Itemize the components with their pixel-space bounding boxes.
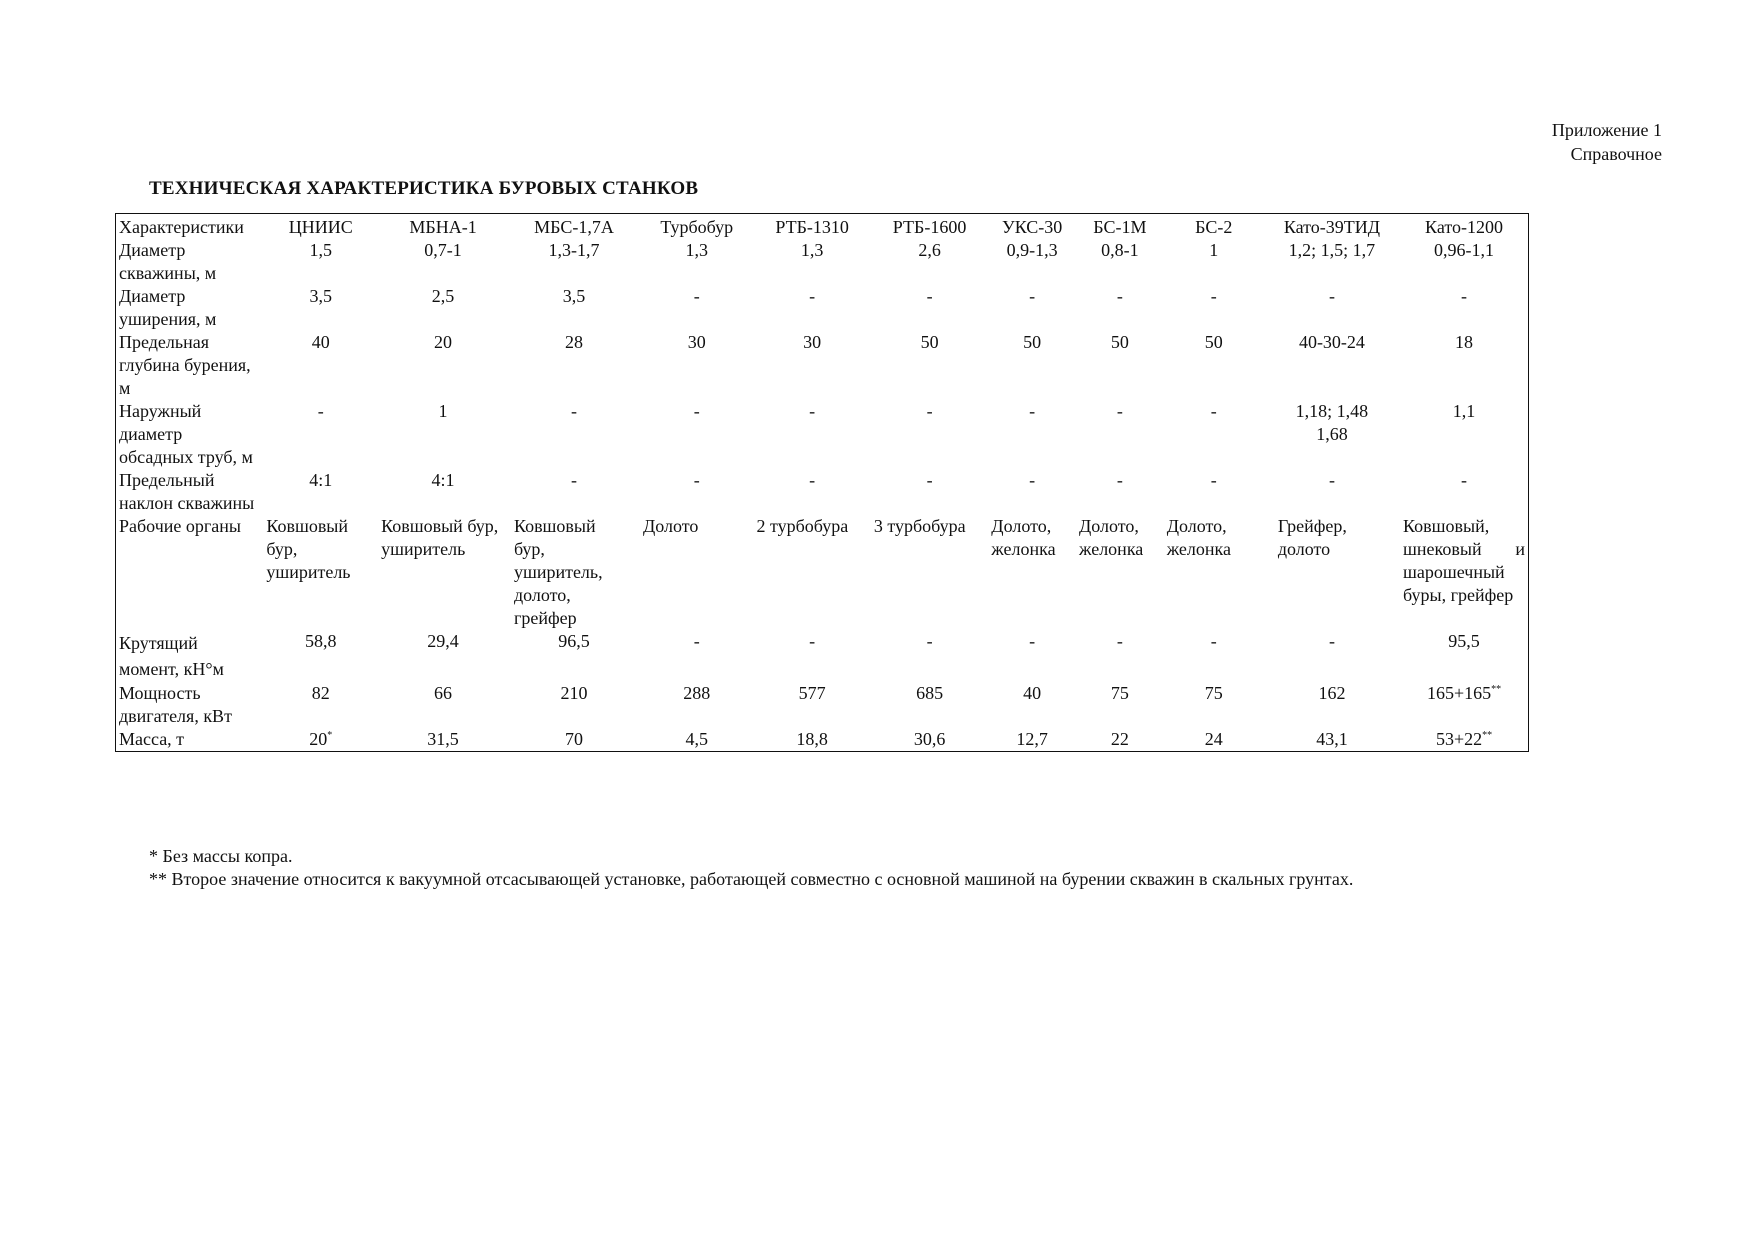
- table-cell: -: [1461, 286, 1468, 306]
- table-cell: 20: [434, 332, 453, 352]
- table-row: [116, 469, 1529, 515]
- table-cell: Долото, желонка: [1079, 516, 1144, 559]
- table-cell: 95,5: [1448, 631, 1480, 651]
- column-header: Като-39ТИД: [1283, 217, 1381, 237]
- table-cell: Ковшовый бур, уширитель: [266, 516, 351, 582]
- row-label: Мощность двигателя, кВт: [119, 683, 232, 726]
- appendix-number: Приложение 1: [1551, 120, 1662, 140]
- table-cell: -: [926, 470, 933, 490]
- footnote-mark: **: [1482, 730, 1493, 741]
- row-label: Наружный диаметр обсадных труб, м: [119, 401, 253, 467]
- table-cell: 0,8-1: [1101, 240, 1139, 260]
- column-header: БС-1М: [1093, 217, 1147, 237]
- table-cell: -: [1029, 631, 1036, 651]
- table-cell-with-mark: [263, 728, 378, 752]
- table-cell: -: [1210, 470, 1217, 490]
- column-header: РТБ-1310: [775, 217, 849, 237]
- table-cell: -: [1116, 470, 1123, 490]
- column-header: Като-1200: [1425, 217, 1503, 237]
- table-cell: Грейфер, долото: [1277, 516, 1347, 559]
- table-cell: 40: [1023, 683, 1042, 703]
- table-cell: -: [1461, 470, 1468, 490]
- table-cell: 1,18; 1,48 1,68: [1295, 401, 1369, 444]
- table-cell: 288: [683, 683, 711, 703]
- table-cell: 96,5: [558, 631, 590, 651]
- table-cell: 30: [687, 332, 706, 352]
- table-cell: Ковшовый бур, уширитель: [381, 516, 499, 559]
- table-cell: 30,6: [913, 729, 946, 749]
- column-header: Турбобур: [660, 217, 734, 237]
- table-cell: 18,8: [796, 729, 828, 749]
- table-cell: -: [926, 401, 933, 421]
- table-cell: 50: [1023, 332, 1042, 352]
- table-row: [116, 331, 1529, 400]
- table-cell: 22: [1110, 729, 1129, 749]
- table-cell: Долото: [642, 516, 699, 536]
- table-cell: 50: [920, 332, 939, 352]
- table-cell: -: [1328, 470, 1335, 490]
- table-cell: 75: [1204, 683, 1223, 703]
- table-cell: Ковшовый, шнековый и шарошечный буры, грейфер: [1403, 516, 1525, 605]
- table-cell: -: [1116, 631, 1123, 651]
- appendix-type: Справочное: [1570, 144, 1662, 164]
- table-cell: -: [317, 401, 324, 421]
- row-label: Масса, т: [119, 729, 185, 749]
- table-cell: 30: [803, 332, 822, 352]
- table-cell: -: [1328, 631, 1335, 651]
- table-cell: -: [1029, 286, 1036, 306]
- table-cell: -: [1328, 286, 1335, 306]
- table-cell: -: [570, 470, 577, 490]
- table-cell: 3 турбобура: [873, 516, 966, 536]
- table-row: [116, 630, 1529, 682]
- cell-value: 20: [309, 729, 328, 749]
- row-label: Диаметр скважины, м: [119, 240, 217, 283]
- table-cell: -: [693, 286, 700, 306]
- table-cell: -: [809, 470, 816, 490]
- column-header: МБНА-1: [409, 217, 477, 237]
- appendix-label: [1552, 118, 1662, 166]
- table-cell: 4:1: [309, 470, 333, 490]
- table-cell: 4:1: [431, 470, 455, 490]
- table-cell: 58,8: [304, 631, 337, 651]
- table-cell: -: [809, 286, 816, 306]
- row-label: Рабочие органы: [119, 516, 241, 536]
- column-header: УКС-30: [1002, 217, 1063, 237]
- table-cell: 577: [798, 683, 826, 703]
- table-cell: 0,7-1: [424, 240, 462, 260]
- table-cell: Ковшовый бур, уширитель, долото, грейфер: [513, 516, 603, 628]
- table-row: [116, 728, 1529, 752]
- table-cell: -: [1116, 401, 1123, 421]
- table-cell: 43,1: [1316, 729, 1348, 749]
- column-header: МБС-1,7А: [534, 217, 614, 237]
- row-label: Предельный наклон скважины: [119, 470, 255, 513]
- footnote-mark: **: [1491, 684, 1502, 695]
- row-label: Диаметр уширения, м: [119, 286, 217, 329]
- table-cell: Долото, желонка: [1166, 516, 1231, 559]
- row-label: Крутящий момент, кН°м: [119, 633, 224, 679]
- table-cell: 685: [916, 683, 944, 703]
- table-cell: -: [926, 631, 933, 651]
- table-cell: -: [693, 470, 700, 490]
- table-cell: 50: [1110, 332, 1129, 352]
- table-cell: -: [926, 286, 933, 306]
- cell-value: 53+22: [1435, 729, 1483, 749]
- table-cell: 75: [1110, 683, 1129, 703]
- table-cell: 12,7: [1016, 729, 1048, 749]
- table-cell: 2,5: [431, 286, 455, 306]
- footnote-2: ** Второе значение относится к вакуумной отсасывающей установке, работающей совместно с основной машиной на бурении скважин в скальных грунтах.: [149, 869, 1354, 889]
- table-row: [116, 682, 1529, 728]
- table-cell: -: [1029, 470, 1036, 490]
- table-cell: 2,6: [918, 240, 941, 260]
- footnotes: [149, 845, 1353, 891]
- table-cell: 31,5: [427, 729, 459, 749]
- table-cell-with-mark: [1400, 728, 1528, 752]
- document-title: ТЕХНИЧЕСКАЯ ХАРАКТЕРИСТИКА БУРОВЫХ СТАНКОВ: [149, 178, 699, 199]
- footnote-1: * Без массы копра.: [149, 846, 293, 866]
- table-cell: 162: [1318, 683, 1346, 703]
- table-cell: 1: [438, 401, 448, 421]
- table-cell: 0,9-1,3: [1006, 240, 1058, 260]
- table-cell: 210: [560, 683, 588, 703]
- table-cell: 1,5: [309, 240, 332, 260]
- table-cell: 28: [564, 332, 583, 352]
- row-label: Предельная глубина бурения, м: [119, 332, 251, 398]
- cell-value: 165+165: [1426, 683, 1492, 703]
- table-cell: 40: [311, 332, 330, 352]
- table-cell: 40-30-24: [1298, 332, 1365, 352]
- table-cell: 3,5: [309, 286, 332, 306]
- table-cell: 1,3: [685, 240, 708, 260]
- column-header: БС-2: [1195, 217, 1233, 237]
- table-cell: -: [809, 401, 816, 421]
- table-cell: 1,2; 1,5; 1,7: [1288, 240, 1376, 260]
- table-cell: 3,5: [562, 286, 586, 306]
- column-header: РТБ-1600: [892, 217, 967, 237]
- table-cell: Долото, желонка: [991, 516, 1056, 559]
- table-cell: -: [1116, 286, 1123, 306]
- table-cell: 0,96-1,1: [1434, 240, 1495, 260]
- table-cell: 82: [311, 683, 330, 703]
- drilling-rigs-spec-table: [115, 213, 1529, 752]
- table-cell: -: [1210, 631, 1217, 651]
- table-cell: 29,4: [427, 631, 459, 651]
- table-row: [116, 239, 1529, 285]
- table-cell: 70: [564, 729, 583, 749]
- table-cell: 4,5: [685, 729, 708, 749]
- table-header-row: [116, 214, 1529, 240]
- table-cell: 66: [434, 683, 453, 703]
- table-cell: -: [809, 631, 816, 651]
- table-cell-with-mark: [1400, 682, 1528, 728]
- table-cell: -: [1029, 401, 1036, 421]
- table-cell: -: [1210, 401, 1217, 421]
- footnote-mark: *: [327, 730, 333, 741]
- table-cell: 2 турбобура: [756, 516, 849, 536]
- table-row: [116, 285, 1529, 331]
- table-cell: 1,3-1,7: [548, 240, 600, 260]
- table-cell: 1,1: [1452, 401, 1476, 421]
- column-header-characteristics: Характеристики: [119, 217, 244, 237]
- table-cell: 24: [1204, 729, 1223, 749]
- table-cell: 18: [1455, 332, 1474, 352]
- table-cell: 1,3: [800, 240, 824, 260]
- table-row: [116, 400, 1529, 469]
- column-header: ЦНИИС: [288, 217, 353, 237]
- table-cell: -: [693, 401, 700, 421]
- table-cell: -: [570, 401, 577, 421]
- table-row: [116, 515, 1529, 630]
- table-cell: -: [1210, 286, 1217, 306]
- table-cell: -: [693, 631, 700, 651]
- table-cell: 50: [1204, 332, 1223, 352]
- table-cell: 1: [1209, 240, 1219, 260]
